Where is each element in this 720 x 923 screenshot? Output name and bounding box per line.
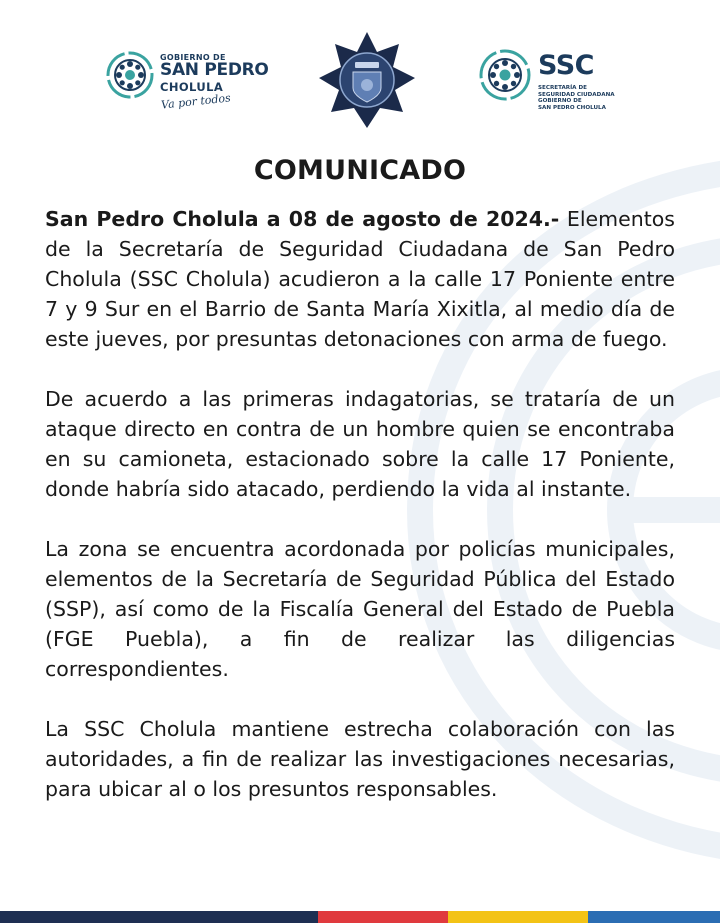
ssc-line-secretaria: SECRETARÍA DE xyxy=(538,85,587,91)
ssc-acronym: SSC xyxy=(538,50,594,81)
paragraph-3: La zona se encuentra acordonada por policías municipales, elementos de la Secretaría de Seguridad Pública del Estado (SSP), así como de la Fiscalía General del Estado de Puebla (FGE Puebla), a fin de realizar las diligencias correspondientes. xyxy=(45,537,675,681)
dateline: San Pedro Cholula a 08 de agosto de 2024.- xyxy=(45,207,560,231)
ssc-line-seguridad: SEGURIDAD CIUDADANA xyxy=(538,91,615,98)
bar-segment-navy xyxy=(0,911,318,923)
ssc-subtitle xyxy=(538,85,638,111)
bottom-color-bar xyxy=(0,911,720,923)
logo-line-gobierno: GOBIERNO DE xyxy=(160,53,226,62)
logo-line-cholula: CHOLULA xyxy=(160,80,224,94)
paragraph-2: De acuerdo a las primeras indagatorias, se trataría de un ataque directo en contra de un hombre quien se encontraba en su camioneta, estacionado sobre la calle 17 Poniente, donde habría sido atacado, perdiendo la vida al instante. xyxy=(45,387,675,501)
logo-slogan: Va por todos xyxy=(160,91,232,112)
ssc-line-gobierno: GOBIERNO DE xyxy=(538,98,582,105)
paragraph-1 xyxy=(45,204,675,354)
ssc-logo xyxy=(478,46,638,122)
communique-body xyxy=(45,204,675,804)
paragraph-1-text: Elementos de la Secretaría de Seguridad Ciudadana de San Pedro Cholula (SSC Cholula) acudieron a la calle 17 Poniente entre 7 y 9 Sur en el Barrio de Santa María Xixitla, al medio día de este jueves, por presuntas detonaciones con arma de fuego. xyxy=(45,207,675,351)
page-title: COMUNICADO xyxy=(253,155,467,186)
cholula-flower-emblem-icon xyxy=(105,50,155,100)
bar-segment-red xyxy=(318,911,448,923)
police-star-badge-icon xyxy=(317,30,417,130)
bar-segment-blue xyxy=(588,911,720,923)
bar-segment-yellow xyxy=(448,911,588,923)
paragraph-4: La SSC Cholula mantiene estrecha colaboración con las autoridades, a fin de realizar las investigaciones necesarias, para ubicar al o los presuntos responsables. xyxy=(45,717,675,801)
logo-line-san-pedro: SAN PEDRO xyxy=(160,60,269,80)
cholula-government-logo xyxy=(105,48,275,118)
ssc-line-municipio: SAN PEDRO CHOLULA xyxy=(538,104,606,111)
ssc-flower-emblem-icon xyxy=(478,48,532,102)
header-logos xyxy=(0,0,720,140)
